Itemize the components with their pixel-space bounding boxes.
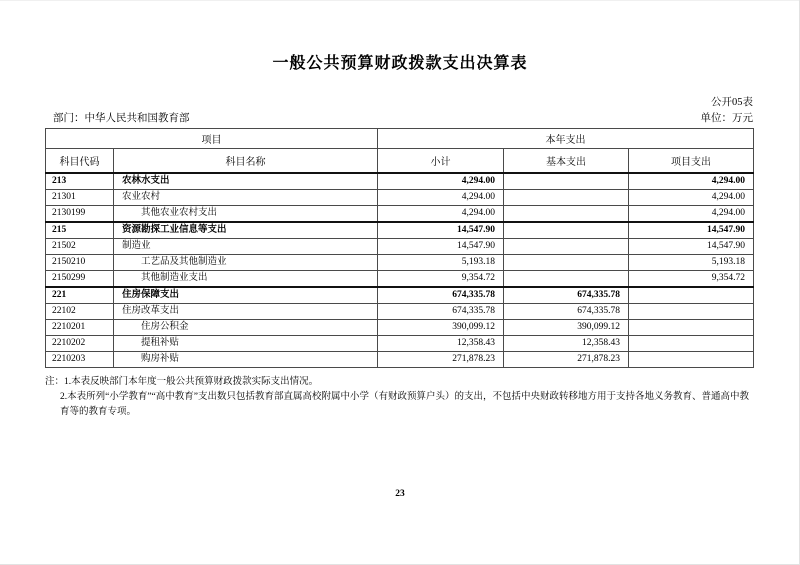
header-col-name: 科目名称: [114, 149, 378, 173]
cell-basic: [504, 222, 629, 239]
note-line-1: 注：1.本表反映部门本年度一般公共预算财政拨款实际支出情况。: [45, 376, 319, 387]
cell-project: [629, 319, 754, 335]
header-col-code: 科目代码: [46, 149, 114, 173]
cell-subtotal: 4,294.00: [378, 205, 504, 222]
cell-basic: [504, 254, 629, 270]
department-label: 部门：中华人民共和国教育部: [53, 113, 190, 124]
table-row: [46, 254, 754, 270]
table-header: [46, 129, 754, 173]
cell-name: 其他制造业支出: [114, 270, 378, 287]
cell-subtotal: 9,354.72: [378, 270, 504, 287]
table-row: [46, 189, 754, 205]
form-label: 公开05表: [711, 97, 753, 108]
cell-basic: 390,099.12: [504, 319, 629, 335]
cell-project: [629, 335, 754, 351]
cell-name: 农业农村: [114, 189, 378, 205]
cell-subtotal: 4,294.00: [378, 189, 504, 205]
table-body: [46, 173, 754, 368]
cell-project: 14,547.90: [629, 222, 754, 239]
header-col-basic: 基本支出: [504, 149, 629, 173]
cell-code: 221: [46, 287, 114, 304]
notes: [45, 375, 755, 420]
budget-table: [45, 128, 754, 368]
cell-subtotal: 271,878.23: [378, 351, 504, 367]
cell-project: 4,294.00: [629, 173, 754, 190]
cell-basic: [504, 205, 629, 222]
cell-code: 2150299: [46, 270, 114, 287]
dept-unit-row: [45, 112, 753, 125]
cell-code: 2130199: [46, 205, 114, 222]
cell-project: [629, 303, 754, 319]
cell-project: [629, 287, 754, 304]
meta-block: [45, 96, 753, 125]
table-row: [46, 270, 754, 287]
table-row: [46, 222, 754, 239]
header-group-year-expenditure: 本年支出: [378, 129, 754, 149]
cell-project: 5,193.18: [629, 254, 754, 270]
cell-subtotal: 4,294.00: [378, 173, 504, 190]
table-row: [46, 351, 754, 367]
page-title: 一般公共预算财政拨款支出决算表: [272, 55, 528, 72]
cell-name: 住房改革支出: [114, 303, 378, 319]
header-group-row: [46, 129, 754, 149]
cell-code: 213: [46, 173, 114, 190]
table-row: [46, 303, 754, 319]
cell-name: 农林水支出: [114, 173, 378, 190]
table-row: [46, 173, 754, 190]
cell-name: 资源勘探工业信息等支出: [114, 222, 378, 239]
cell-basic: [504, 189, 629, 205]
cell-basic: 674,335.78: [504, 303, 629, 319]
cell-basic: [504, 173, 629, 190]
cell-project: 9,354.72: [629, 270, 754, 287]
table-row: [46, 335, 754, 351]
header-columns-row: [46, 149, 754, 173]
cell-subtotal: 390,099.12: [378, 319, 504, 335]
cell-code: 2210203: [46, 351, 114, 367]
table-row: [46, 319, 754, 335]
cell-code: 21301: [46, 189, 114, 205]
cell-basic: [504, 238, 629, 254]
cell-code: 22102: [46, 303, 114, 319]
cell-basic: 271,878.23: [504, 351, 629, 367]
cell-subtotal: 5,193.18: [378, 254, 504, 270]
cell-subtotal: 14,547.90: [378, 238, 504, 254]
cell-code: 2210201: [46, 319, 114, 335]
cell-project: [629, 351, 754, 367]
cell-code: 2210202: [46, 335, 114, 351]
cell-name: 住房公积金: [114, 319, 378, 335]
cell-basic: [504, 270, 629, 287]
cell-name: 提租补贴: [114, 335, 378, 351]
cell-code: 21502: [46, 238, 114, 254]
table-row: [46, 238, 754, 254]
cell-name: 工艺品及其他制造业: [114, 254, 378, 270]
cell-basic: 12,358.43: [504, 335, 629, 351]
cell-name: 制造业: [114, 238, 378, 254]
cell-basic: 674,335.78: [504, 287, 629, 304]
cell-project: 14,547.90: [629, 238, 754, 254]
cell-name: 住房保障支出: [114, 287, 378, 304]
table-row: [46, 287, 754, 304]
cell-project: 4,294.00: [629, 205, 754, 222]
cell-subtotal: 12,358.43: [378, 335, 504, 351]
cell-subtotal: 674,335.78: [378, 303, 504, 319]
page-number: 23: [395, 489, 405, 499]
table-row: [46, 205, 754, 222]
note-line-2: 2.本表所列“小学教育”“高中教育”支出数只包括教育部直属高校附属中小学（有财政预算户头）的支出，不包括中央财政转移地方用于支持各地义务教育、普通高中教育等的教育专项。: [60, 391, 749, 417]
header-col-subtotal: 小计: [378, 149, 504, 173]
cell-code: 2150210: [46, 254, 114, 270]
cell-name: 其他农业农村支出: [114, 205, 378, 222]
header-col-project: 项目支出: [629, 149, 754, 173]
cell-subtotal: 14,547.90: [378, 222, 504, 239]
header-group-item: 项目: [46, 129, 378, 149]
cell-code: 215: [46, 222, 114, 239]
cell-name: 购房补贴: [114, 351, 378, 367]
unit-label: 单位：万元: [700, 113, 753, 124]
cell-subtotal: 674,335.78: [378, 287, 504, 304]
cell-project: 4,294.00: [629, 189, 754, 205]
